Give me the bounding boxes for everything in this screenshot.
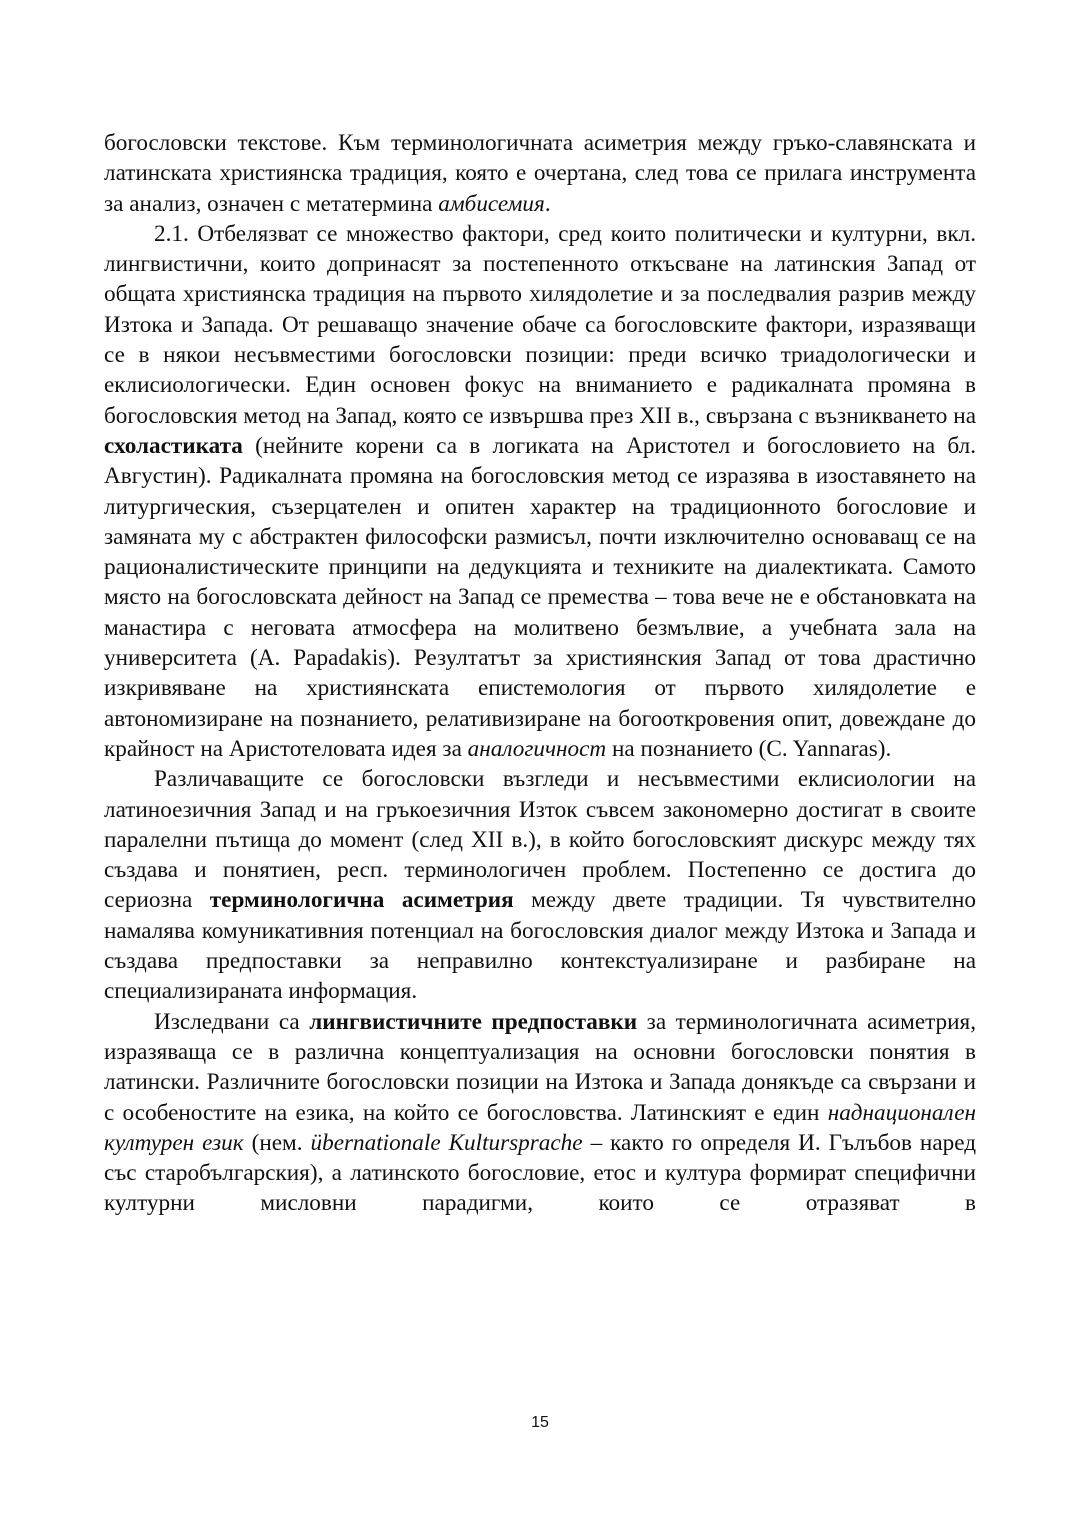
- paragraph: [104, 219, 976, 764]
- paragraph-text: Различаващите се богословски възгледи и несъвместими еклисиологии на латиноезичния Запад и на гръкоезичния Изток съвсем закономерно достигат в своите паралелни пътища до момент (след XII в.), в който богословският дискурс между тях създава и понятиен, респ. терминологичен проблем. Постепенно се достига до сериозна: [104, 766, 976, 914]
- italic-term: übernationale Kultursprache: [310, 1129, 583, 1156]
- bold-term: лингвистичните предпоставки: [309, 1008, 638, 1035]
- bold-term: схоластиката: [104, 432, 243, 459]
- paragraph-text: Отбелязват се множество фактори, сред които политически и културни, вкл. лингвистични, които допринасят за постепенното откъсване на латинския Запад от общата християнска традиция на първото хилядолетие и за последвалия разрив между Изтока и Запада. От решаващо значение обаче са богословските фактори, изразяващи се в някои несъвместими богословски позиции: преди всичко триадологически и еклисиологически. Един основен фокус на вниманието е радикалната промяна в богословския метод на Запад, която се извършва през XII в., свързана с възникването на: [104, 220, 976, 429]
- italic-term: наднационален културен език: [104, 1099, 976, 1156]
- paragraph-text: богословски текстове. Към терминологичната асиметрия между гръко-славянската и латинската християнска традиция, която е очертана, след това се прилага инструмента за анализ, означен с метатермина: [104, 130, 976, 217]
- bold-term: терминологична асиметрия: [209, 887, 514, 914]
- italic-term: аналогичност: [467, 735, 607, 762]
- paragraph-text: Изследвани са: [154, 1008, 310, 1035]
- paragraph-text: (нейните корени са в логиката на Аристотел и богословието на бл. Августин). Радикалната промяна на богословския метод се изразява в изоставянето на литургическия, съзерцателен и опитен характер на традиционното богословие и замяната му с абстрактен философски размисъл, почти изключително основаващ се на рационалистическите принципи на дедукцията и техниките на диалектиката. Самото място на богословската дейност на Запад се премества – това вече не е обстановката на манастира с неговата атмосфера на молитвено безмълвие, а учебната зала на университета (A. Papadakis). Резултатът за християнския Запад от това драстично изкривяване на християнската епистемология от първото хилядолетие е автономизиране на познанието, релативизиране на богооткровения опит, довеждане до крайност на Аристотеловата идея за: [104, 432, 976, 762]
- italic-term: амбисемия: [438, 190, 545, 217]
- paragraph-text: на познанието (C. Yannaras).: [606, 735, 892, 762]
- paragraph: [104, 764, 976, 1006]
- paragraph-text: .: [544, 190, 551, 217]
- paragraph-text: – както го определя И. Гълъбов наред със старобългарския), а латинското богословие, етос и култура формират специфични културни мисловни парадигми, които се отразяват в: [104, 1129, 977, 1217]
- paragraph-text: за терминологичната асиметрия, изразяваща се в различна концептуализация на основни богословски понятия в латински. Различните богословски позиции на Изтока и Запада донякъде са свързани и с особеностите на езика, на който се богословства. Латинският е един: [104, 1008, 977, 1126]
- paragraph: [104, 128, 976, 219]
- body-text: [104, 128, 976, 1219]
- page-number: 15: [531, 1414, 549, 1431]
- section-number: 2.1.: [154, 220, 189, 247]
- paragraph-text: между двете традиции. Тя чувствително намалява комуникативния потенциал на богословския диалог между Изтока и Запада и създава предпоставки за неправилно контекстуализиране и разбиране на специализираната информация.: [104, 887, 976, 1005]
- paragraph-text: (нем.: [243, 1129, 311, 1156]
- paragraph: [104, 1007, 976, 1219]
